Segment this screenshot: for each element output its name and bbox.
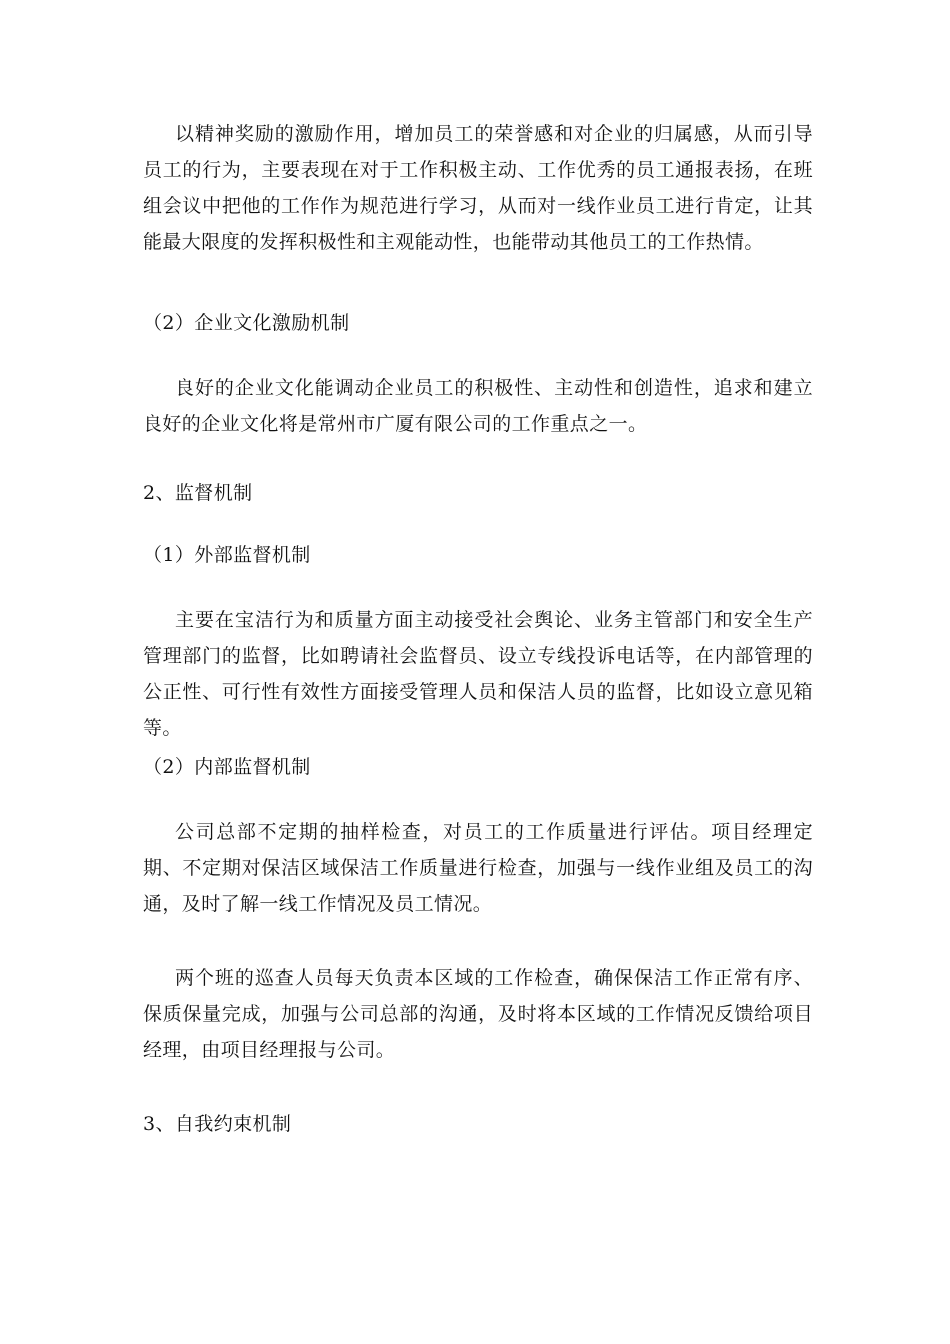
heading-culture-incentive: （2）企业文化激励机制	[143, 312, 350, 334]
paragraph-external-supervision: 主要在宝洁行为和质量方面主动接受社会舆论、业务主管部门和安全生产管理部门的监督，比如聘请社会监督员、设立专线投诉电话等，在内部管理的公正性、可行性有效性方面接受管理人员和保洁人员的监督，比如设立意见箱等。	[143, 609, 813, 739]
paragraph-internal-supervision: 公司总部不定期的抽样检查，对员工的工作质量进行评估。项目经理定期、不定期对保洁区域保洁工作质量进行检查，加强与一线作业组及员工的沟通，及时了解一线工作情况及员工情况。	[143, 821, 813, 915]
heading-internal-supervision: （2）内部监督机制	[143, 756, 311, 778]
paragraph-spiritual-incentive: 以精神奖励的激励作用，增加员工的荣誉感和对企业的归属感，从而引导员工的行为，主要表现在对于工作积极主动、工作优秀的员工通报表扬，在班组会议中把他的工作作为规范进行学习，从而对一线作业员工进行肯定，让其能最大限度的发挥积极性和主观能动性，也能带动其他员工的工作热情。	[143, 123, 813, 253]
heading-external-supervision: （1）外部监督机制	[143, 544, 311, 566]
heading-supervision: 2、监督机制	[143, 482, 253, 504]
heading-self-discipline: 3、自我约束机制	[143, 1113, 292, 1135]
paragraph-corporate-culture: 良好的企业文化能调动企业员工的积极性、主动性和创造性，追求和建立良好的企业文化将是常州市广厦有限公司的工作重点之一。	[143, 377, 813, 435]
paragraph-patrol-staff: 两个班的巡查人员每天负责本区域的工作检查，确保保洁工作正常有序、保质保量完成，加强与公司总部的沟通，及时将本区域的工作情况反馈给项目经理，由项目经理报与公司。	[143, 967, 813, 1061]
